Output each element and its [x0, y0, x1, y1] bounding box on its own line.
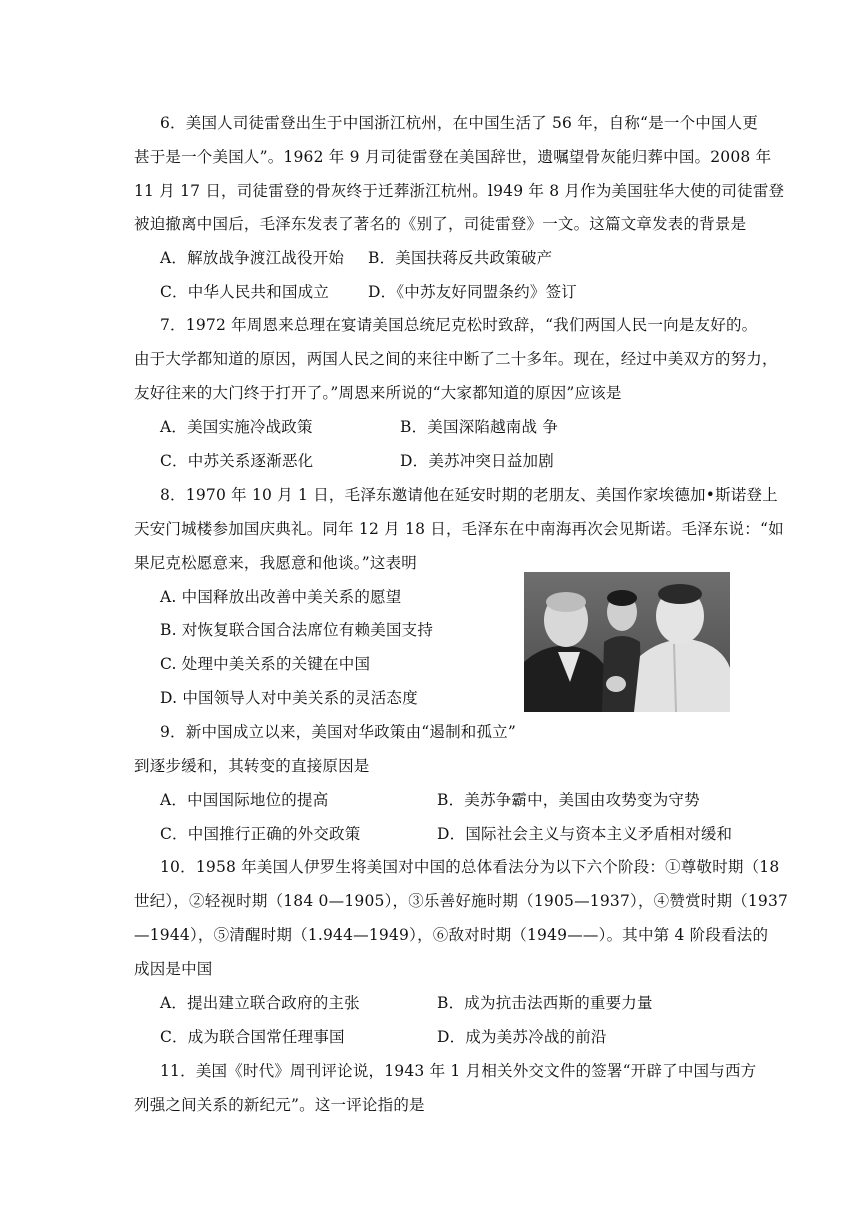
q10-option-c: C．成为联合国常任理事国 [160, 1028, 345, 1046]
q8-line-3: 果尼克松愿意来，我愿意和他谈。”这表明 [134, 554, 417, 572]
q10-option-b: B．成为抗击法西斯的重要力量 [437, 994, 653, 1012]
q8-line-2: 天安门城楼参加国庆典礼。同年 12 月 18 日，毛泽东在中南海再次会见斯诺。毛泽东说：“如 [134, 520, 784, 538]
q10-option-a: A．提出建立联合政府的主张 [160, 994, 360, 1012]
q8-option-b: B. 对恢复联合国合法席位有赖美国支持 [160, 621, 434, 639]
q7-line-2: 由于大学都知道的原因，两国人民之间的来往中断了二十多年。现在，经过中美双方的努力， [134, 350, 778, 368]
q9-option-b: B．美苏争霸中，美国由攻势变为守势 [437, 791, 700, 809]
q10-option-d: D．成为美苏冷战的前沿 [437, 1028, 607, 1046]
q6-line-2: 甚于是一个美国人”。1962 年 9 月司徒雷登在美国辞世，遗嘱望骨灰能归葬中国。2008 年 [134, 148, 772, 166]
q9-line-1: 9．新中国成立以来，美国对华政策由“遏制和孤立” [160, 723, 517, 741]
q8-option-c: C. 处理中美关系的关键在中国 [160, 655, 371, 673]
q9-option-c: C．中国推行正确的外交政策 [160, 825, 361, 843]
q8-option-a: A. 中国释放出改善中美关系的愿望 [160, 588, 402, 606]
q11-line-1: 11．美国《时代》周刊评论说，1943 年 1 月相关外交文件的签署“开辟了中国与西方 [160, 1062, 757, 1080]
q8-line-1: 8．1970 年 10 月 1 日，毛泽东邀请他在延安时期的老朋友、美国作家埃德加•斯诺登上 [160, 486, 778, 504]
q7-option-d: D．美苏冲突日益加剧 [400, 452, 554, 470]
q6-line-3: 11 月 17 日，司徒雷登的骨灰终于迁葬浙江杭州。l949 年 8 月作为美国驻华大使的司徒雷登 [134, 182, 785, 200]
q10-line-3: —1944），⑤清醒时期（1.944—1949），⑥敌对时期（1949——）。其中第 4 阶段看法的 [134, 926, 769, 944]
q6-option-a: A．解放战争渡江战役开始 [160, 249, 345, 267]
q6-option-c: C．中华人民共和国成立 [160, 283, 330, 301]
q10-line-2: 世纪），②轻视时期（184 0—1905），③乐善好施时期（1905—1937），④赞赏时期（1937 [134, 892, 789, 910]
q6-line-1: 6．美国人司徒雷登出生于中国浙江杭州，在中国生活了 56 年，自称“是一个中国人更 [160, 114, 759, 132]
q7-line-3: 友好往来的大门终于打开了。”周恩来所说的“大家都知道的原因”应该是 [134, 384, 622, 402]
q8-option-d: D. 中国领导人对中美关系的灵活态度 [160, 689, 418, 707]
q6-line-4: 被迫撤离中国后，毛泽东发表了著名的《别了，司徒雷登》一文。这篇文章发表的背景是 [134, 215, 747, 233]
q10-line-4: 成因是中国 [134, 960, 213, 978]
q7-line-1: 7．1972 年周恩来总理在宴请美国总统尼克松时致辞，“我们两国人民一向是友好的。 [160, 316, 758, 334]
q7-option-b: B．美国深陷越南战 争 [400, 418, 559, 436]
q9-option-d: D．国际社会主义与资本主义矛盾相对缓和 [437, 825, 733, 843]
historical-photo [524, 572, 730, 712]
photo-illustration [524, 572, 730, 712]
q9-option-a: A．中国国际地位的提高 [160, 791, 329, 809]
q9-line-2: 到逐步缓和，其转变的直接原因是 [134, 757, 370, 775]
q10-line-1: 10．1958 年美国人伊罗生将美国对中国的总体看法分为以下六个阶段：①尊敬时期（18 [160, 858, 780, 876]
q11-line-2: 列强之间关系的新纪元”。这一评论指的是 [134, 1096, 425, 1114]
q7-option-a: A．美国实施冷战政策 [160, 418, 313, 436]
q6-option-d: D．《中苏友好同盟条约》签订 [368, 283, 577, 301]
q7-option-c: C．中苏关系逐渐恶化 [160, 452, 314, 470]
q6-option-b: B．美国扶蒋反共政策破产 [368, 249, 553, 267]
